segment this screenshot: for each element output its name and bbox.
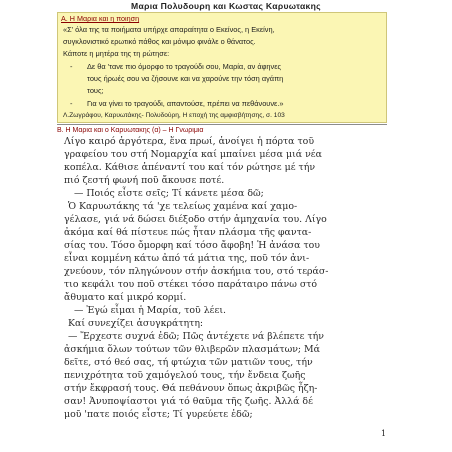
document-title: Μαρια Πολυδουρη και Κωστας Καρυωτακης: [131, 1, 321, 11]
body-line: ἄθυματο καί μικρό κορμί.: [64, 292, 187, 303]
box-line: Κάποτε η μητέρα της τη ρώτησε:: [63, 49, 170, 58]
body-line: πιό ζεστή φωνή ποῦ ἄκουσε ποτέ.: [64, 175, 225, 186]
body-line: σίας του. Τόσο ὄμορφη καί τόσο ἄφοβη! Ἡ ἀνάσα του: [64, 240, 321, 251]
body-line: μοῦ 'πατε ποιός εἶστε; Τί γυρεύετε ἐδῶ;: [64, 409, 253, 420]
bullet-marker: -: [70, 62, 73, 71]
body-line: Λίγο καιρό ἀργότερα, ἕνα πρωί, ἀνοίγει ἡ πόρτα τοῦ: [64, 136, 315, 147]
body-line: δεῖτε, στό θεό σας, τή φτώχια τῶν ματιῶν τους, τήν: [64, 357, 313, 368]
body-line: σαν! Ἀνυποψίαστοι γιά τό θαῦμα τῆς ζωῆς. Ἀλλά δέ: [64, 396, 313, 407]
bullet-line: τους;: [87, 86, 104, 95]
body-line: — Ἔρχεστε συχνά ἐδῶ; Πῶς ἀντέχετε νά βλέπετε τήν: [68, 331, 324, 342]
box-line: «Σ' όλα της τα ποιήματα υπήρχε απαραίτητα ο Εκείνος, η Εκείνη,: [63, 25, 275, 34]
body-line: χνεύουν, τόν πληγώνουν στήν ἀσκήμια του, στό τεράσ-: [64, 266, 329, 277]
bullet-line: Για να γίνει το τραγούδι, απαντούσε, πρέπει να πεθάνουνε.»: [87, 99, 284, 108]
body-line: κοπέλα. Κάθισε ἀπέναντί του καί τόν ρώτησε μέ τήν: [64, 162, 316, 173]
box-source: Λ.Ζωγράφου, Καρυωτάκης- Πολυδούρη, Η εποχή της αμφισβήτησης, σ. 103: [63, 112, 285, 119]
body-line: — Ἐγώ εἶμαι ἡ Μαρία, τοῦ λέει.: [74, 305, 227, 316]
bullet-line: τους ήρωές σου να ζήσουνε και να χαρούνε την τόση αγάπη: [87, 74, 284, 83]
body-line: Καί συνεχίζει ἀσυγκράτητη:: [68, 318, 204, 329]
page-number: 1: [381, 429, 387, 438]
box-heading: Α. Η Μαρια και η ποιηση: [61, 14, 140, 23]
body-line: εἶναι κομμένη κάτω ἀπό τά μάτια της, ποῦ τόν ἀνι-: [64, 253, 310, 264]
body-line: — Ποιός εἶστε σεῖς; Τί κάνετε μέσα δῶ;: [74, 188, 264, 199]
body-line: Ὁ Καρυωτάκης τά 'χε τελείως χαμένα καί χαμο-: [68, 201, 298, 212]
body-line: τιο κεφάλι του ποῦ στέκει τόσο παράταιρο πάνω στό: [64, 279, 318, 290]
body-line: ἀκόμα καί θά πίστευε πώς ἦταν πλάσμα τῆς φαντα-: [64, 227, 312, 238]
body-line: πενιχρότητα τοῦ χαμόγελού τους, τήν ἔνδεια ζωῆς: [64, 370, 306, 381]
body-line: γραφείου του στή Νομαρχία καί μπαίνει μέσα μιά νέα: [64, 149, 322, 160]
body-line: γέλασε, γιά νά δώσει διέξοδο στήν ἀμηχανία του. Λίγο: [64, 214, 327, 225]
bullet-marker: -: [70, 99, 73, 108]
section-divider: [57, 124, 387, 125]
body-line: ἀσκήμια ὅλων τούτων τῶν θλιβερῶν πλασμάτων; Μά: [64, 344, 320, 355]
bullet-line: Δε θα 'τανε πιο όμορφο το τραγούδι σου, Μαρία, αν άφηνες: [87, 62, 282, 71]
box-line: συγκλονιστικό ερωτικό πάθος και μόνιμο φινάλε ο θάνατος.: [63, 37, 256, 46]
quote-box: [57, 12, 387, 123]
body-line: στήν ἔκφρασή τους. Θά πεθάνουν ὅπως ἀκριβῶς ἦζη-: [64, 383, 318, 394]
section-heading: Β. Η Μαρια και ο Καρυωτακης (α) – Η Γνωριμια: [57, 127, 204, 134]
